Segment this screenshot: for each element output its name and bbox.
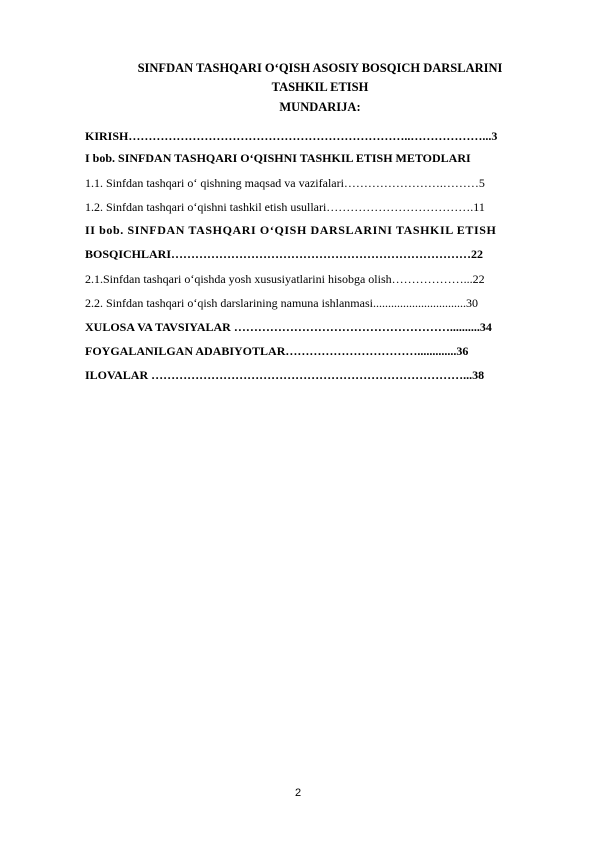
- toc-entry-1-1[interactable]: 1.1. Sinfdan tashqari o‘ qishning maqsad va vazifalari…………………….………5: [85, 176, 485, 190]
- toc-entry-kirish[interactable]: KIRISH……………………………………………………………..………………...3: [85, 129, 498, 143]
- toc-entry-references[interactable]: FOYGALANILGAN ADABIYOTLAR…………………………….............36: [85, 344, 469, 358]
- toc-entry-chapter-2[interactable]: II bob. SINFDAN TASHQARI O‘QISH DARSLARINI TASHKIL ETISH: [85, 223, 497, 237]
- toc-entry-chapter-1[interactable]: I bob. SINFDAN TASHQARI O‘QISHNI TASHKIL ETISH METODLARI: [85, 151, 471, 165]
- toc-entry-1-2[interactable]: 1.2. Sinfdan tashqari o‘qishni tashkil etish usullari……………………………….11: [85, 200, 485, 214]
- toc-entry-2-1[interactable]: 2.1.Sinfdan tashqari o‘qishda yosh xususiyatlarini hisobga olish………………...22: [85, 272, 485, 286]
- contents-heading: MUNDARIJA:: [279, 100, 361, 114]
- document-title-line-1: SINFDAN TASHQARI O‘QISH ASOSIY BOSQICH DARSLARINI: [137, 61, 503, 75]
- toc-entry-appendices[interactable]: ILOVALAR ……………………………………………………………………...38: [85, 368, 485, 382]
- document-title-line-2: TASHKIL ETISH: [271, 80, 369, 94]
- toc-entry-2-2[interactable]: 2.2. Sinfdan tashqari o‘qish darslarining namuna ishlanmasi...............................30: [85, 296, 478, 310]
- toc-entry-chapter-2-continued[interactable]: BOSQICHLARI…………………………………………………………………22: [85, 247, 484, 261]
- page-number: 2: [294, 787, 302, 799]
- toc-entry-conclusion[interactable]: XULOSA VA TAVSIYALAR ………………………………………………..........34: [85, 320, 492, 334]
